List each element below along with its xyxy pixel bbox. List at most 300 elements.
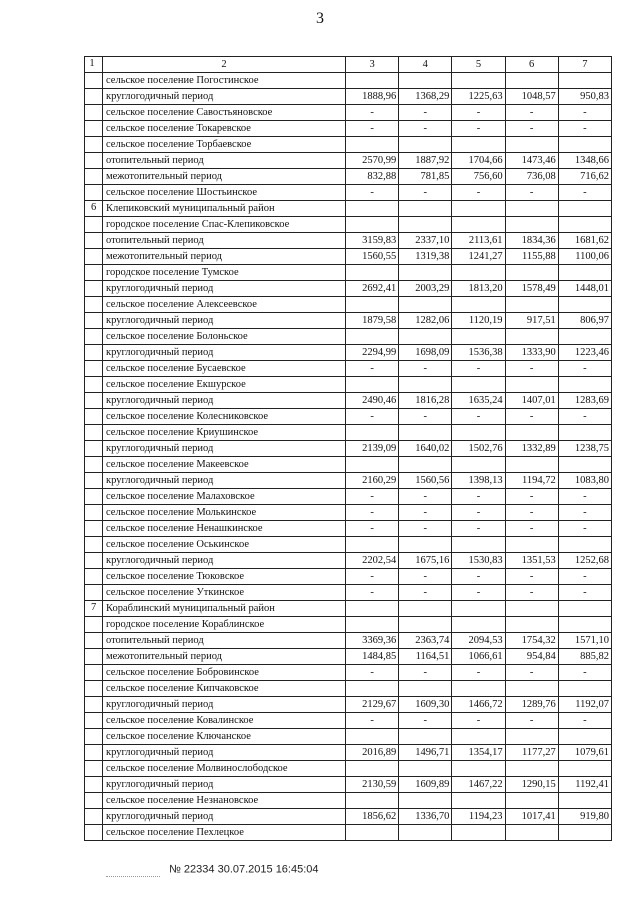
empty-cell (399, 329, 452, 345)
value-cell: 1675,16 (399, 553, 452, 569)
empty-cell (346, 761, 399, 777)
value-cell: - (505, 569, 558, 585)
row-name-cell: сельское поселение Бобровинское (103, 665, 346, 681)
empty-cell (399, 601, 452, 617)
empty-cell (399, 537, 452, 553)
empty-cell (452, 137, 505, 153)
row-name-cell: отопительный период (103, 233, 346, 249)
row-name-cell: круглогодичный период (103, 777, 346, 793)
value-cell: 2363,74 (399, 633, 452, 649)
column-header: 3 (346, 57, 399, 73)
value-cell: 1164,51 (399, 649, 452, 665)
table-row (85, 745, 612, 761)
empty-cell (452, 601, 505, 617)
empty-cell (505, 601, 558, 617)
row-name-cell: сельское поселение Макеевское (103, 457, 346, 473)
table-row (85, 153, 612, 169)
empty-cell (346, 265, 399, 281)
row-number-cell (85, 505, 103, 521)
table-row (85, 489, 612, 505)
table-row (85, 313, 612, 329)
value-cell: 1048,57 (505, 89, 558, 105)
value-cell: - (399, 521, 452, 537)
value-cell: 1560,55 (346, 249, 399, 265)
value-cell: - (346, 569, 399, 585)
table-row (85, 793, 612, 809)
row-number-cell (85, 329, 103, 345)
value-cell: 1448,01 (558, 281, 611, 297)
value-cell: 1066,61 (452, 649, 505, 665)
row-name-cell: городское поселение Тумское (103, 265, 346, 281)
value-cell: - (452, 361, 505, 377)
value-cell: 954,84 (505, 649, 558, 665)
row-name-cell: круглогодичный период (103, 89, 346, 105)
row-number-cell (85, 729, 103, 745)
value-cell: 885,82 (558, 649, 611, 665)
value-cell: - (558, 713, 611, 729)
value-cell: - (452, 585, 505, 601)
row-number-cell (85, 649, 103, 665)
empty-cell (558, 201, 611, 217)
row-number-cell (85, 681, 103, 697)
table-row (85, 425, 612, 441)
value-cell: - (399, 409, 452, 425)
value-cell: 1336,70 (399, 809, 452, 825)
value-cell: 1856,62 (346, 809, 399, 825)
empty-cell (558, 681, 611, 697)
value-cell: 1681,62 (558, 233, 611, 249)
value-cell: 1282,06 (399, 313, 452, 329)
table-row (85, 361, 612, 377)
value-cell: - (558, 585, 611, 601)
row-name-cell: Клепиковский муниципальный район (103, 201, 346, 217)
value-cell: - (505, 505, 558, 521)
table-row (85, 297, 612, 313)
row-number-cell (85, 473, 103, 489)
row-number-cell: 7 (85, 601, 103, 617)
table-row (85, 521, 612, 537)
row-number-cell (85, 457, 103, 473)
empty-cell (346, 201, 399, 217)
value-cell: 3159,83 (346, 233, 399, 249)
empty-cell (558, 537, 611, 553)
table-row (85, 569, 612, 585)
value-cell: 2016,89 (346, 745, 399, 761)
row-name-cell: круглогодичный период (103, 345, 346, 361)
empty-cell (346, 297, 399, 313)
value-cell: - (399, 185, 452, 201)
column-header: 1 (85, 57, 103, 73)
row-number-cell (85, 617, 103, 633)
row-name-cell: сельское поселение Болоньское (103, 329, 346, 345)
value-cell: 1398,13 (452, 473, 505, 489)
value-cell: 1225,63 (452, 89, 505, 105)
value-cell: 1332,89 (505, 441, 558, 457)
value-cell: - (399, 569, 452, 585)
row-number-cell (85, 137, 103, 153)
empty-cell (452, 457, 505, 473)
row-number-cell (85, 265, 103, 281)
value-cell: - (505, 665, 558, 681)
value-cell: - (452, 569, 505, 585)
empty-cell (558, 329, 611, 345)
value-cell: 1407,01 (505, 393, 558, 409)
row-name-cell: сельское поселение Шостьинское (103, 185, 346, 201)
value-cell: 2160,29 (346, 473, 399, 489)
table-row (85, 249, 612, 265)
table-row (85, 457, 612, 473)
row-number-cell (85, 281, 103, 297)
row-name-cell: круглогодичный период (103, 441, 346, 457)
table-row (85, 121, 612, 137)
empty-cell (399, 729, 452, 745)
empty-cell (399, 137, 452, 153)
table-row (85, 649, 612, 665)
row-name-cell: отопительный период (103, 633, 346, 649)
value-cell: 1888,96 (346, 89, 399, 105)
value-cell: - (346, 665, 399, 681)
row-name-cell: сельское поселение Ненашкинское (103, 521, 346, 537)
value-cell: 1496,71 (399, 745, 452, 761)
value-cell: 2202,54 (346, 553, 399, 569)
row-name-cell: круглогодичный период (103, 553, 346, 569)
value-cell: 1100,06 (558, 249, 611, 265)
value-cell: - (346, 505, 399, 521)
empty-cell (399, 793, 452, 809)
value-cell: - (452, 521, 505, 537)
empty-cell (558, 793, 611, 809)
empty-cell (505, 457, 558, 473)
value-cell: 950,83 (558, 89, 611, 105)
empty-cell (399, 201, 452, 217)
value-cell: 1351,53 (505, 553, 558, 569)
empty-cell (399, 825, 452, 841)
row-number-cell (85, 665, 103, 681)
value-cell: 1502,76 (452, 441, 505, 457)
value-cell: 1319,38 (399, 249, 452, 265)
empty-cell (558, 457, 611, 473)
value-cell: 1079,61 (558, 745, 611, 761)
value-cell: 1578,49 (505, 281, 558, 297)
row-number-cell (85, 569, 103, 585)
empty-cell (452, 217, 505, 233)
empty-cell (505, 617, 558, 633)
value-cell: - (558, 505, 611, 521)
value-cell: - (558, 185, 611, 201)
empty-cell (346, 377, 399, 393)
value-cell: - (505, 361, 558, 377)
row-name-cell: Кораблинский муниципальный район (103, 601, 346, 617)
empty-cell (505, 681, 558, 697)
value-cell: 806,97 (558, 313, 611, 329)
row-name-cell: межотопительный период (103, 649, 346, 665)
value-cell: - (452, 105, 505, 121)
empty-cell (505, 217, 558, 233)
table-row (85, 185, 612, 201)
empty-cell (346, 617, 399, 633)
row-number-cell (85, 697, 103, 713)
empty-cell (399, 297, 452, 313)
table-row (85, 73, 612, 89)
table-row (85, 377, 612, 393)
table-row (85, 473, 612, 489)
empty-cell (452, 73, 505, 89)
value-cell: 2130,59 (346, 777, 399, 793)
empty-cell (505, 201, 558, 217)
value-cell: 1223,46 (558, 345, 611, 361)
value-cell: 1571,10 (558, 633, 611, 649)
row-number-cell (85, 713, 103, 729)
value-cell: 2113,61 (452, 233, 505, 249)
row-number-cell (85, 537, 103, 553)
empty-cell (452, 265, 505, 281)
empty-cell (399, 457, 452, 473)
value-cell: 2692,41 (346, 281, 399, 297)
row-number-cell (85, 297, 103, 313)
value-cell: 1609,89 (399, 777, 452, 793)
value-cell: 1467,22 (452, 777, 505, 793)
empty-cell (346, 425, 399, 441)
table-row (85, 137, 612, 153)
value-cell: 2094,53 (452, 633, 505, 649)
row-number-cell (85, 73, 103, 89)
value-cell: 1333,90 (505, 345, 558, 361)
empty-cell (346, 457, 399, 473)
table-row (85, 601, 612, 617)
row-name-cell: круглогодичный период (103, 697, 346, 713)
table-row (85, 681, 612, 697)
empty-cell (399, 217, 452, 233)
table-row (85, 201, 612, 217)
value-cell: 1640,02 (399, 441, 452, 457)
empty-cell (505, 825, 558, 841)
row-name-cell: сельское поселение Ключанское (103, 729, 346, 745)
empty-cell (399, 425, 452, 441)
value-cell: - (558, 105, 611, 121)
table-row (85, 505, 612, 521)
value-cell: 2129,67 (346, 697, 399, 713)
row-name-cell: сельское поселение Кипчаковское (103, 681, 346, 697)
empty-cell (558, 297, 611, 313)
row-number-cell (85, 249, 103, 265)
empty-cell (505, 377, 558, 393)
row-number-cell (85, 377, 103, 393)
value-cell: - (558, 521, 611, 537)
value-cell: 1348,66 (558, 153, 611, 169)
value-cell: 1017,41 (505, 809, 558, 825)
empty-cell (558, 825, 611, 841)
empty-cell (399, 377, 452, 393)
value-cell: - (558, 361, 611, 377)
table-row (85, 169, 612, 185)
row-number-cell (85, 361, 103, 377)
empty-cell (399, 73, 452, 89)
empty-cell (346, 681, 399, 697)
value-cell: - (399, 121, 452, 137)
empty-cell (452, 681, 505, 697)
row-number-cell (85, 633, 103, 649)
value-cell: 2139,09 (346, 441, 399, 457)
value-cell: 1813,20 (452, 281, 505, 297)
value-cell: 2003,29 (399, 281, 452, 297)
row-name-cell: круглогодичный период (103, 745, 346, 761)
row-number-cell (85, 777, 103, 793)
value-cell: - (452, 185, 505, 201)
row-name-cell: сельское поселение Ковалинское (103, 713, 346, 729)
table-row (85, 409, 612, 425)
row-number-cell (85, 441, 103, 457)
table-row (85, 265, 612, 281)
row-number-cell (85, 105, 103, 121)
row-name-cell: сельское поселение Пехлецкое (103, 825, 346, 841)
empty-cell (558, 265, 611, 281)
row-name-cell: межотопительный период (103, 249, 346, 265)
value-cell: 1609,30 (399, 697, 452, 713)
row-number-cell (85, 393, 103, 409)
empty-cell (505, 729, 558, 745)
row-number-cell (85, 409, 103, 425)
row-name-cell: сельское поселение Погостинское (103, 73, 346, 89)
value-cell: 1283,69 (558, 393, 611, 409)
value-cell: 2294,99 (346, 345, 399, 361)
value-cell: 1754,32 (505, 633, 558, 649)
column-header: 5 (452, 57, 505, 73)
row-name-cell: сельское поселение Уткинское (103, 585, 346, 601)
table-header-row (85, 57, 612, 73)
row-number-cell (85, 793, 103, 809)
empty-cell (452, 425, 505, 441)
value-cell: 716,62 (558, 169, 611, 185)
table-row (85, 633, 612, 649)
row-name-cell: круглогодичный период (103, 393, 346, 409)
row-number-cell (85, 825, 103, 841)
row-number-cell (85, 153, 103, 169)
value-cell: - (399, 713, 452, 729)
row-number-cell (85, 89, 103, 105)
row-name-cell: сельское поселение Екшурское (103, 377, 346, 393)
value-cell: - (558, 121, 611, 137)
row-number-cell (85, 185, 103, 201)
value-cell: 1560,56 (399, 473, 452, 489)
empty-cell (505, 329, 558, 345)
table-row (85, 585, 612, 601)
value-cell: - (346, 105, 399, 121)
row-name-cell: сельское поселение Молькинское (103, 505, 346, 521)
table-row (85, 217, 612, 233)
empty-cell (505, 537, 558, 553)
value-cell: - (558, 409, 611, 425)
row-number-cell (85, 521, 103, 537)
table-row (85, 729, 612, 745)
tariff-table (84, 56, 612, 841)
value-cell: - (346, 121, 399, 137)
value-cell: - (505, 185, 558, 201)
table-row (85, 345, 612, 361)
value-cell: 1194,72 (505, 473, 558, 489)
value-cell: - (346, 713, 399, 729)
empty-cell (505, 793, 558, 809)
row-name-cell: сельское поселение Токаревское (103, 121, 346, 137)
value-cell: - (452, 713, 505, 729)
row-name-cell: круглогодичный период (103, 313, 346, 329)
empty-cell (452, 761, 505, 777)
row-name-cell: сельское поселение Оськинское (103, 537, 346, 553)
value-cell: - (399, 505, 452, 521)
document-number: № 22334 (169, 863, 215, 876)
empty-cell (505, 137, 558, 153)
empty-cell (346, 793, 399, 809)
value-cell: 1530,83 (452, 553, 505, 569)
empty-cell (505, 73, 558, 89)
empty-cell (346, 329, 399, 345)
value-cell: 2570,99 (346, 153, 399, 169)
value-cell: 756,60 (452, 169, 505, 185)
empty-cell (452, 201, 505, 217)
row-name-cell: городское поселение Кораблинское (103, 617, 346, 633)
value-cell: 3369,36 (346, 633, 399, 649)
column-header: 4 (399, 57, 452, 73)
value-cell: - (346, 409, 399, 425)
table-row (85, 105, 612, 121)
row-number-cell: 6 (85, 201, 103, 217)
page-number: 3 (316, 10, 324, 27)
row-number-cell (85, 585, 103, 601)
value-cell: - (399, 585, 452, 601)
empty-cell (558, 377, 611, 393)
table-row (85, 89, 612, 105)
table-row (85, 809, 612, 825)
empty-cell (399, 761, 452, 777)
empty-cell (452, 329, 505, 345)
empty-cell (505, 297, 558, 313)
value-cell: 919,80 (558, 809, 611, 825)
row-name-cell: сельское поселение Бусаевское (103, 361, 346, 377)
value-cell: 736,08 (505, 169, 558, 185)
table-row (85, 713, 612, 729)
row-number-cell (85, 489, 103, 505)
empty-cell (399, 617, 452, 633)
value-cell: - (452, 121, 505, 137)
value-cell: - (399, 105, 452, 121)
empty-cell (399, 265, 452, 281)
column-header: 6 (505, 57, 558, 73)
empty-cell (558, 729, 611, 745)
table-row (85, 777, 612, 793)
table-row (85, 665, 612, 681)
value-cell: 1466,72 (452, 697, 505, 713)
value-cell: - (399, 361, 452, 377)
table-row (85, 553, 612, 569)
value-cell: - (399, 665, 452, 681)
value-cell: 1354,17 (452, 745, 505, 761)
value-cell: - (452, 489, 505, 505)
value-cell: - (452, 665, 505, 681)
table-row (85, 281, 612, 297)
value-cell: - (346, 185, 399, 201)
value-cell: 1238,75 (558, 441, 611, 457)
empty-cell (558, 73, 611, 89)
value-cell: - (346, 521, 399, 537)
row-number-cell (85, 745, 103, 761)
empty-cell (346, 137, 399, 153)
value-cell: 1290,15 (505, 777, 558, 793)
empty-cell (346, 537, 399, 553)
row-name-cell: сельское поселение Криушинское (103, 425, 346, 441)
value-cell: 1177,27 (505, 745, 558, 761)
value-cell: - (399, 489, 452, 505)
value-cell: 1698,09 (399, 345, 452, 361)
empty-cell (346, 73, 399, 89)
